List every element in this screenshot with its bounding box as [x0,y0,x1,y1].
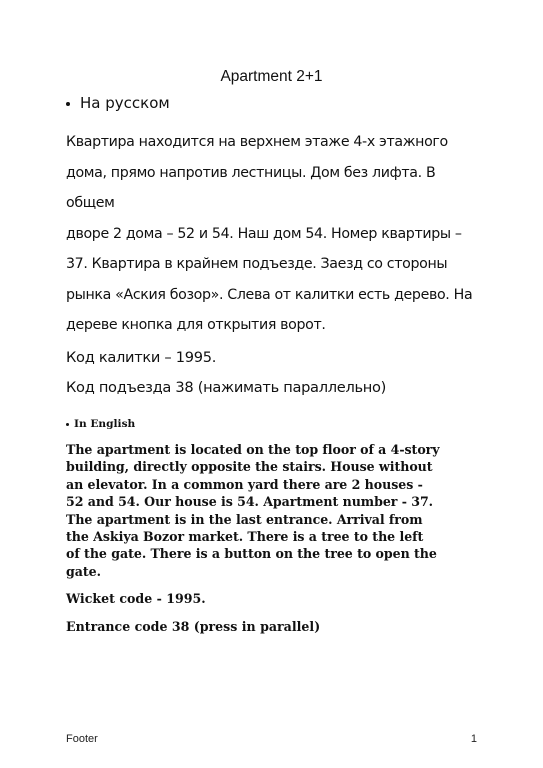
english-paragraph-line: building, directly opposite the stairs. House without [66,459,433,475]
russian-paragraph [66,127,486,341]
bullet-icon [66,423,69,426]
english-paragraph-line: The apartment is in the last entrance. Arrival from [66,511,423,527]
russian-paragraph-line: дома, прямо напротив лестницы. Дом без лифта. В общем [66,164,436,211]
russian-paragraph-line: дворе 2 дома – 52 и 54. Наш дом 54. Номер квартиры – [66,225,462,242]
russian-paragraph-line: рынка «Аския бозор». Слева от калитки есть дерево. На [66,286,473,303]
english-heading [66,418,478,430]
russian-section [66,94,486,403]
footer-text: Footer [66,733,98,745]
russian-paragraph-line: дереве кнопка для открытия ворот. [66,317,326,333]
document-title: Apartment 2+1 [220,68,323,85]
english-paragraph-line: of the gate. There is a button on the tree to open the [66,546,437,562]
english-section [66,418,478,645]
english-heading-text: In English [74,418,136,430]
english-paragraph-line: 52 and 54. Our house is 54. Apartment number - 37. [66,494,433,510]
english-wicket-code: Wicket code - 1995. [66,591,206,607]
english-paragraph-line: The apartment is located on the top floor of a 4-story [66,442,440,457]
russian-heading-text: На русском [80,94,170,112]
english-entrance-code: Entrance code 38 (press in parallel) [66,618,321,634]
english-paragraph [66,441,478,580]
english-paragraph-line: gate. [66,563,101,579]
page-number: 1 [470,733,477,745]
russian-entrance-code: Код подъезда 38 (нажимать параллельно) [66,378,387,396]
english-paragraph-line: the Askiya Bozor market. There is a tree to the left [66,529,424,545]
russian-gate-code: Код калитки – 1995. [66,348,217,366]
russian-paragraph-line: 37. Квартира в крайнем подъезде. Заезд со стороны [66,256,448,272]
english-paragraph-line: an elevator. In a common yard there are 2 houses - [66,476,423,492]
russian-heading [66,94,486,112]
bullet-icon [66,102,70,106]
russian-paragraph-line: Квартира находится на верхнем этаже 4-х этажного [66,134,448,150]
